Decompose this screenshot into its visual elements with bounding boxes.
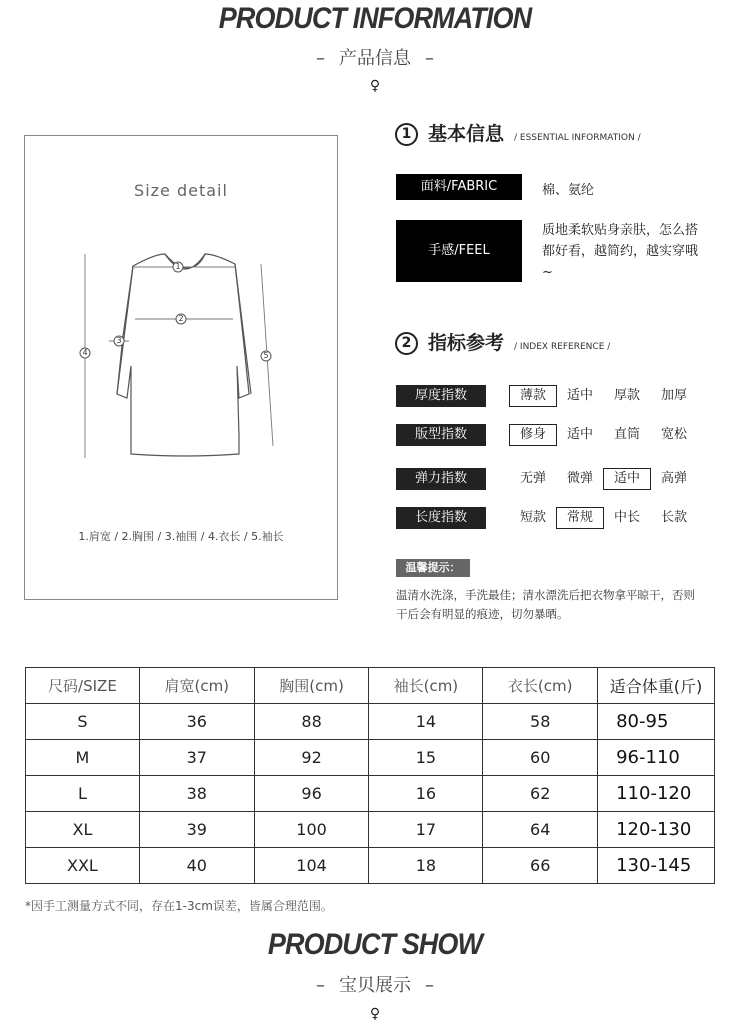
table-cell: XL [26, 812, 140, 848]
feel-value: 质地柔软贴身亲肤，怎么搭都好看，越简约，越实穿哦~ [542, 223, 699, 280]
header-cell: 衣长(cm) [483, 668, 598, 704]
table-cell: 64 [483, 812, 598, 848]
product-show-subtitle-text: 宝贝展示 [339, 975, 411, 996]
header-cell: 肩宽(cm) [139, 668, 254, 704]
table-cell: M [26, 740, 140, 776]
basic-info-title: 基本信息 [428, 123, 505, 145]
header-cell: 适合体重(斤) [598, 668, 715, 704]
index-ref-subtitle: / INDEX REFERENCE / [514, 342, 611, 352]
basic-info-subtitle: / ESSENTIAL INFORMATION / [514, 133, 641, 143]
table-cell: 38 [139, 776, 254, 812]
table-cell: 36 [139, 704, 254, 740]
tips-label: 温馨提示： [396, 559, 470, 577]
length-option: 中长 [613, 510, 640, 525]
thickness-option-selected: 薄款 [509, 385, 557, 407]
table-cell: 58 [483, 704, 598, 740]
fit-option: 宽松 [660, 427, 687, 442]
marker-1: 1 [175, 262, 181, 271]
female-icon: ♀ [369, 78, 381, 94]
fit-option: 直筒 [613, 427, 640, 442]
table-cell: 39 [139, 812, 254, 848]
table-cell: 40 [139, 848, 254, 884]
table-cell: 80-95 [598, 704, 715, 740]
table-cell: 15 [369, 740, 483, 776]
table-cell: 37 [139, 740, 254, 776]
measurement-note: *因手工测量方式不同，存在1-3cm误差，皆属合理范围。 [25, 899, 333, 913]
table-cell: 100 [254, 812, 369, 848]
table-cell: 60 [483, 740, 598, 776]
fit-option-selected: 修身 [509, 424, 557, 446]
marker-5: 5 [263, 351, 269, 360]
subtitle-text: 产品信息 [339, 48, 411, 69]
table-cell: 96-110 [598, 740, 715, 776]
thickness-label: 厚度指数 [396, 385, 486, 407]
table-cell: XXL [26, 848, 140, 884]
length-option-selected: 常规 [556, 507, 604, 529]
size-table [25, 667, 715, 884]
table-cell: S [26, 704, 140, 740]
table-header-row [26, 668, 715, 704]
table-row [26, 848, 715, 884]
length-label: 长度指数 [396, 507, 486, 529]
thickness-option: 适中 [566, 388, 593, 403]
table-row [26, 704, 715, 740]
page-subtitle [0, 44, 750, 70]
table-cell: 88 [254, 704, 369, 740]
elasticity-option: 微弹 [566, 471, 593, 486]
table-cell: 120-130 [598, 812, 715, 848]
fit-label: 版型指数 [396, 424, 486, 446]
elasticity-option: 无弹 [519, 471, 546, 486]
elasticity-option-selected: 适中 [603, 468, 651, 490]
thickness-option: 加厚 [660, 388, 687, 403]
table-row [26, 776, 715, 812]
marker-2: 2 [178, 314, 184, 323]
table-cell: 17 [369, 812, 483, 848]
index-ref-title: 指标参考 [428, 332, 505, 354]
elasticity-option: 高弹 [660, 471, 687, 486]
feel-label: 手感/FEEL [396, 220, 522, 282]
tips-text: 温清水洗涤，手洗最佳；清水漂洗后把衣物拿平晾干，否则干后会有明显的痕迹，切勿暴晒。 [396, 588, 695, 621]
table-cell: 62 [483, 776, 598, 812]
section-number-2: 2 [395, 332, 418, 355]
table-cell: L [26, 776, 140, 812]
dash-right: – [425, 975, 434, 996]
marker-4: 4 [82, 348, 88, 357]
table-cell: 104 [254, 848, 369, 884]
index-ref-heading [395, 328, 610, 355]
table-cell: 16 [369, 776, 483, 812]
marker-3: 3 [116, 336, 122, 345]
header-cell: 胸围(cm) [254, 668, 369, 704]
table-cell: 14 [369, 704, 483, 740]
header-cell: 尺码/SIZE [26, 668, 140, 704]
table-cell: 110-120 [598, 776, 715, 812]
table-cell: 96 [254, 776, 369, 812]
dash-right: – [425, 48, 434, 69]
female-icon: ♀ [369, 1006, 381, 1022]
elasticity-label: 弹力指数 [396, 468, 486, 490]
fabric-label: 面料/FABRIC [396, 174, 522, 200]
length-option: 长款 [660, 510, 687, 525]
table-cell: 66 [483, 848, 598, 884]
diagram-title: Size detail [134, 181, 228, 200]
table-row [26, 812, 715, 848]
product-show-title: PRODUCT SHOW [267, 928, 483, 961]
product-show-subtitle [0, 971, 750, 997]
basic-info-heading [395, 119, 641, 146]
table-cell: 18 [369, 848, 483, 884]
size-diagram [24, 135, 338, 600]
dash-left: – [316, 48, 325, 69]
length-option: 短款 [519, 510, 546, 525]
fit-option: 适中 [566, 427, 593, 442]
fabric-value: 棉、氨纶 [542, 183, 595, 198]
header-cell: 袖长(cm) [369, 668, 483, 704]
page-title: PRODUCT INFORMATION [218, 2, 532, 35]
table-row [26, 740, 715, 776]
table-cell: 130-145 [598, 848, 715, 884]
table-cell: 92 [254, 740, 369, 776]
thickness-option: 厚款 [613, 388, 640, 403]
dash-left: – [316, 975, 325, 996]
section-number-1: 1 [395, 123, 418, 146]
diagram-caption: 1.肩宽 / 2.胸围 / 3.袖围 / 4.衣长 / 5.袖长 [78, 530, 284, 543]
